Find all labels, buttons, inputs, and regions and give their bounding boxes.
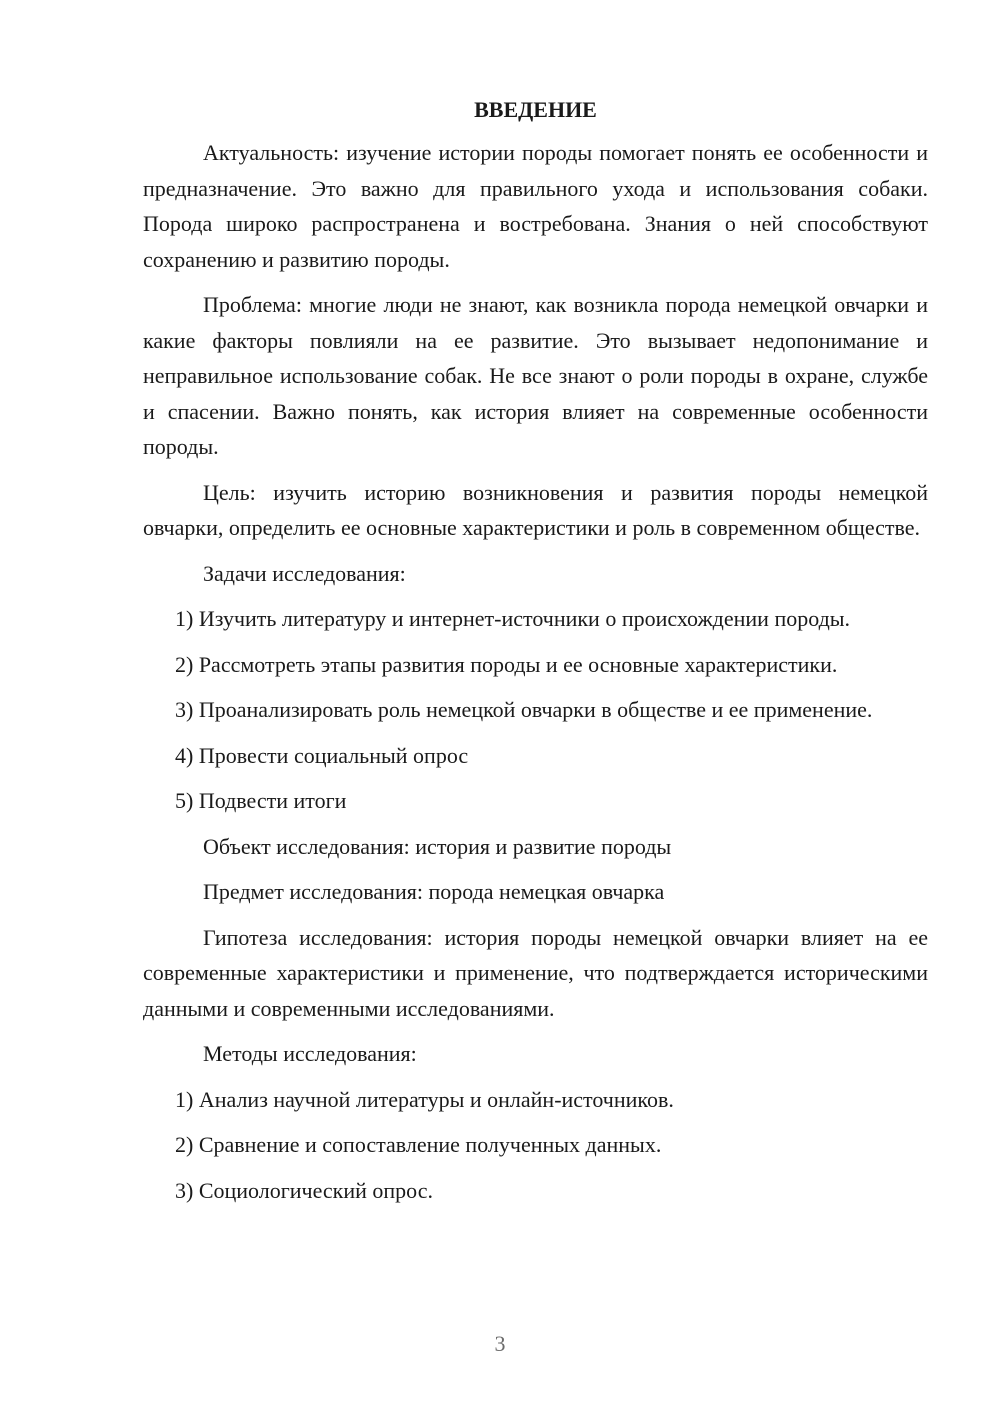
task-item: 3) Проанализировать роль немецкой овчарки в обществе и ее применение. [175,697,873,722]
document-body [143,92,928,1218]
section-heading: ВВЕДЕНИЕ [474,97,597,122]
page-number: 3 [494,1331,506,1356]
research-subject: Предмет исследования: порода немецкая овчарка [203,879,665,904]
research-object: Объект исследования: история и развитие породы [203,833,672,859]
task-item: 4) Провести социальный опрос [175,742,469,768]
task-item: 5) Подвести итоги [175,788,347,813]
paragraph-goal: Цель: изучить историю возникновения и развития породы немецкой овчарки, определить ее основные характеристики и роль в современном обществе. [143,479,928,540]
method-item: 1) Анализ научной литературы и онлайн-источников. [175,1086,674,1112]
method-item: 2) Сравнение и сопоставление полученных данных. [175,1132,662,1157]
paragraph-problem: Проблема: многие люди не знают, как возникла порода немецкой овчарки и какие факторы повлияли на ее развитие. Это вызывает недопонимание и неправильное использование собак. Не все знают о роли породы в охране, службе и спасении. Важно понять, как история влияет на современные особенности породы. [143,292,928,459]
task-item: 2) Рассмотреть этапы развития породы и ее основные характеристики. [175,651,838,677]
task-item: 1) Изучить литературу и интернет-источники о происхождении породы. [175,606,851,631]
tasks-title: Задачи исследования: [203,560,406,586]
research-hypothesis: Гипотеза исследования: история породы немецкой овчарки влияет на ее современные характеристики и применение, что подтверждается историческими данными и современными исследованиями. [143,924,928,1021]
method-item: 3) Социологический опрос. [175,1177,433,1203]
methods-title: Методы исследования: [203,1041,417,1066]
paragraph-relevance: Актуальность: изучение истории породы помогает понять ее особенности и предназначение. Это важно для правильного ухода и использования собаки. Порода широко распространена и востребована. Знания о ней способствуют сохранению и развитию породы. [143,140,928,272]
